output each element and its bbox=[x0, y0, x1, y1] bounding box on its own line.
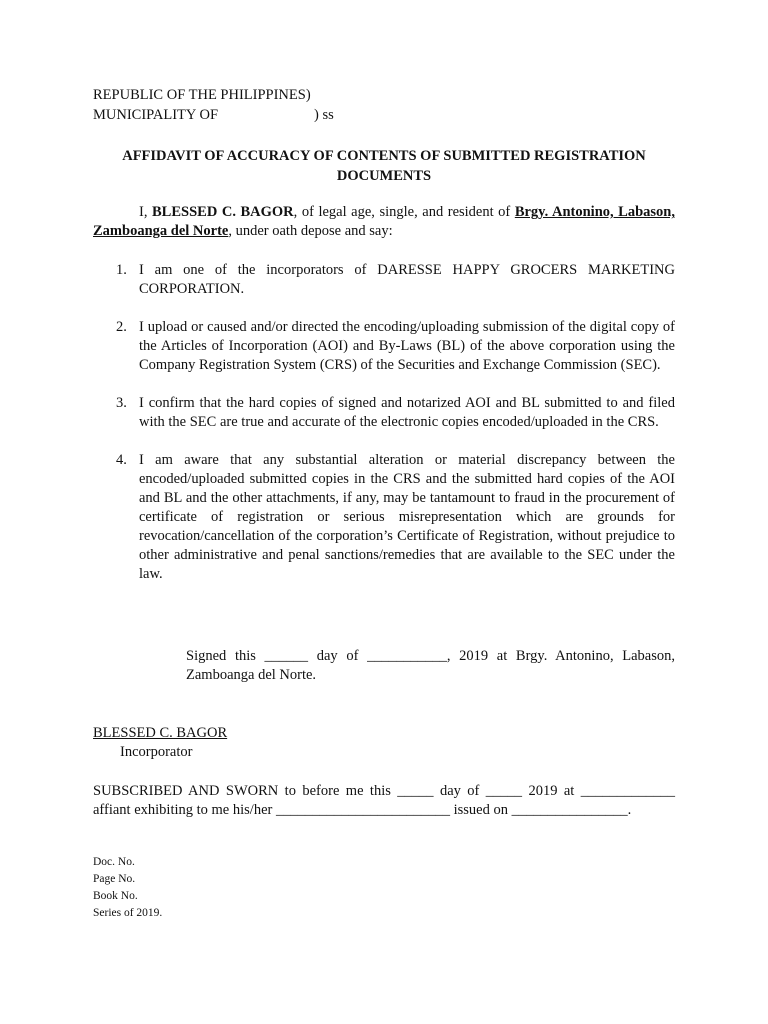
venue-republic: REPUBLIC OF THE PHILIPPINES) bbox=[93, 87, 311, 103]
statement-number: 1. bbox=[116, 262, 127, 278]
signatory-role: Incorporator bbox=[120, 744, 193, 760]
intro-prefix: I, bbox=[139, 204, 148, 220]
statement-number: 3. bbox=[116, 395, 127, 411]
statement-text: I confirm that the hard copies of signed and notarized AOI and BL submitted to and filed with the SEC are true and accurate of the electronic copies encoded/uploaded in the CRS. bbox=[139, 395, 675, 430]
statement-text: I am aware that any substantial alteration or material discrepancy between the encoded/uploaded submitted copies in the CRS and the submitted hard copies of the AOI and BL and the other attachments, if any, may be tantamount to fraud in the procurement of certificate of registration or serious misrepresentation which are grounds for revocation/cancellation of the corporation’s Certificate of Registration, without prejudice to other administrative and penal sanctions/remedies that are available to the SEC under the law. bbox=[139, 452, 675, 582]
jurat-paragraph: SUBSCRIBED AND SWORN to before me this _____ day of _____ 2019 at _____________ affiant exhibiting to me his/her ________________________ issued on ________________. bbox=[93, 783, 675, 818]
affiant-address: Brgy. Antonino, Labason, Zamboanga del Norte bbox=[93, 204, 675, 239]
series-label: Series of 2019. bbox=[93, 907, 163, 919]
signing-statement: Signed this ______ day of ___________, 2019 at Brgy. Antonino, Labason, Zamboanga del Norte. bbox=[186, 648, 675, 683]
intro-paragraph bbox=[93, 203, 675, 241]
venue-municipality bbox=[93, 106, 493, 126]
notarial-record bbox=[93, 854, 162, 922]
statement-item bbox=[93, 394, 675, 432]
statement-item bbox=[93, 261, 675, 299]
book-number-label: Book No. bbox=[93, 890, 138, 902]
statements-list bbox=[93, 261, 675, 603]
venue-block bbox=[93, 86, 493, 126]
page-number-label: Page No. bbox=[93, 873, 136, 885]
statement-text: I upload or caused and/or directed the encoding/uploading submission of the digital copy of the Articles of Incorporation (AOI) and By-Laws (BL) of the above corporation using the Company Registration System (CRS) of the Securities and Exchange Commission (SEC). bbox=[139, 319, 675, 373]
statement-number: 2. bbox=[116, 319, 127, 335]
affiant-name: BLESSED C. BAGOR bbox=[152, 204, 294, 220]
intro-suffix: , under oath depose and say: bbox=[228, 223, 393, 239]
municipality-label: MUNICIPALITY OF bbox=[93, 107, 219, 123]
statement-text: I am one of the incorporators of DARESSE HAPPY GROCERS MARKETING CORPORATION. bbox=[139, 262, 675, 297]
municipality-suffix: ) ss bbox=[314, 107, 334, 123]
doc-number-label: Doc. No. bbox=[93, 856, 135, 868]
document-title: AFFIDAVIT OF ACCURACY OF CONTENTS OF SUBMITTED REGISTRATION DOCUMENTS bbox=[122, 148, 646, 184]
signatory-name: BLESSED C. BAGOR bbox=[93, 725, 228, 741]
intro-middle: , of legal age, single, and resident of bbox=[293, 204, 511, 220]
signatory-block bbox=[93, 724, 227, 762]
statement-number: 4. bbox=[116, 452, 127, 468]
statement-item bbox=[93, 318, 675, 375]
statement-item bbox=[93, 451, 675, 584]
